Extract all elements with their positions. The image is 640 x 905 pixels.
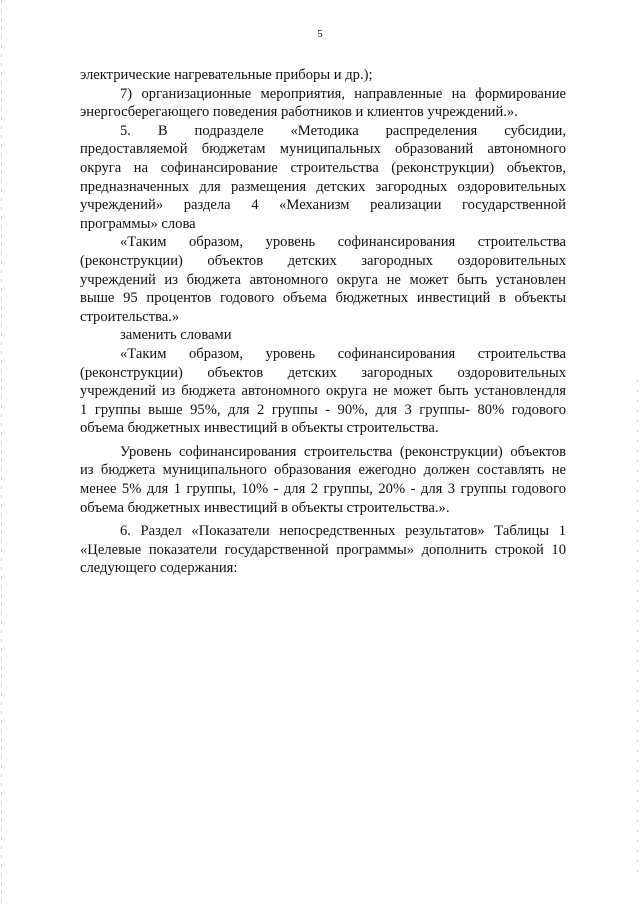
text-line: «Таким образом, уровень софинансирования строительства <box>120 234 566 251</box>
paragraph-item-5 <box>80 122 566 234</box>
text-line: «Таким образом, уровень софинансирования строительства <box>120 345 566 362</box>
paragraph-heating-devices <box>80 66 566 85</box>
text-line: учреждений из бюджета автономного округа не может быть установлендля <box>80 383 566 400</box>
text-line: заменить словами <box>120 327 232 344</box>
scan-edge-artifact <box>1 0 2 905</box>
paragraph-item-6 <box>80 522 566 578</box>
text-line: менее 5% для 1 группы, 10% - для 2 группы, 20% - для 3 группы годового <box>80 481 566 498</box>
text-line: (реконструкции) объектов детских загородных оздоровительных <box>80 364 566 381</box>
text-line: программы» слова <box>80 215 196 232</box>
scan-edge-artifact <box>637 380 638 880</box>
text-line: строительства.» <box>80 308 180 325</box>
page-number: 5 <box>317 28 323 40</box>
text-line: следующего содержания: <box>80 560 238 577</box>
text-line: 1 группы выше 95%, для 2 группы - 90%, для 3 группы- 80% годового <box>80 401 566 418</box>
text-line: объема бюджетных инвестиций в объекты строительства. <box>80 420 439 437</box>
text-line: «Целевые показатели государственной программы» дополнить строкой 10 <box>80 541 566 558</box>
text-line: из бюджета муниципального образования ежегодно должен составлять не <box>80 462 566 479</box>
text-line: Уровень софинансирования строительства (реконструкции) объектов <box>120 443 566 460</box>
document-body <box>80 66 566 578</box>
text-line: 6. Раздел «Показатели непосредственных результатов» Таблицы 1 <box>120 523 566 540</box>
text-line: учреждений из бюджета автономного округа не может быть установлен <box>80 271 566 288</box>
text-line: округа на софинансирование строительства (реконструкции) объектов, <box>80 159 566 176</box>
text-line: выше 95 процентов годового объема бюджетных инвестиций в объекты <box>80 290 566 307</box>
paragraph-replace-with <box>80 326 566 345</box>
text-line: энергосберегающего поведения работников и клиентов учреждений.». <box>80 104 518 121</box>
text-line: учреждений» раздела 4 «Механизм реализации государственной <box>80 197 566 214</box>
text-line: предоставляемой бюджетам муниципальных образований автономного <box>80 141 566 158</box>
paragraph-municipal-share <box>80 443 566 517</box>
text-line: 7) организационные мероприятия, направленные на формирование <box>120 85 566 102</box>
paragraph-item-7 <box>80 85 566 122</box>
text-line: объема бюджетных инвестиций в объекты строительства.». <box>80 499 450 516</box>
text-line: предназначенных для размещения детских загородных оздоровительных <box>80 178 566 195</box>
text-line: 5. В подразделе «Методика распределения субсидии, <box>120 122 566 139</box>
text-line: электрические нагревательные приборы и др.); <box>80 67 373 83</box>
paragraph-old-quote <box>80 233 566 326</box>
paragraph-new-quote <box>80 345 566 438</box>
text-line: (реконструкции) объектов детских загородных оздоровительных <box>80 252 566 269</box>
